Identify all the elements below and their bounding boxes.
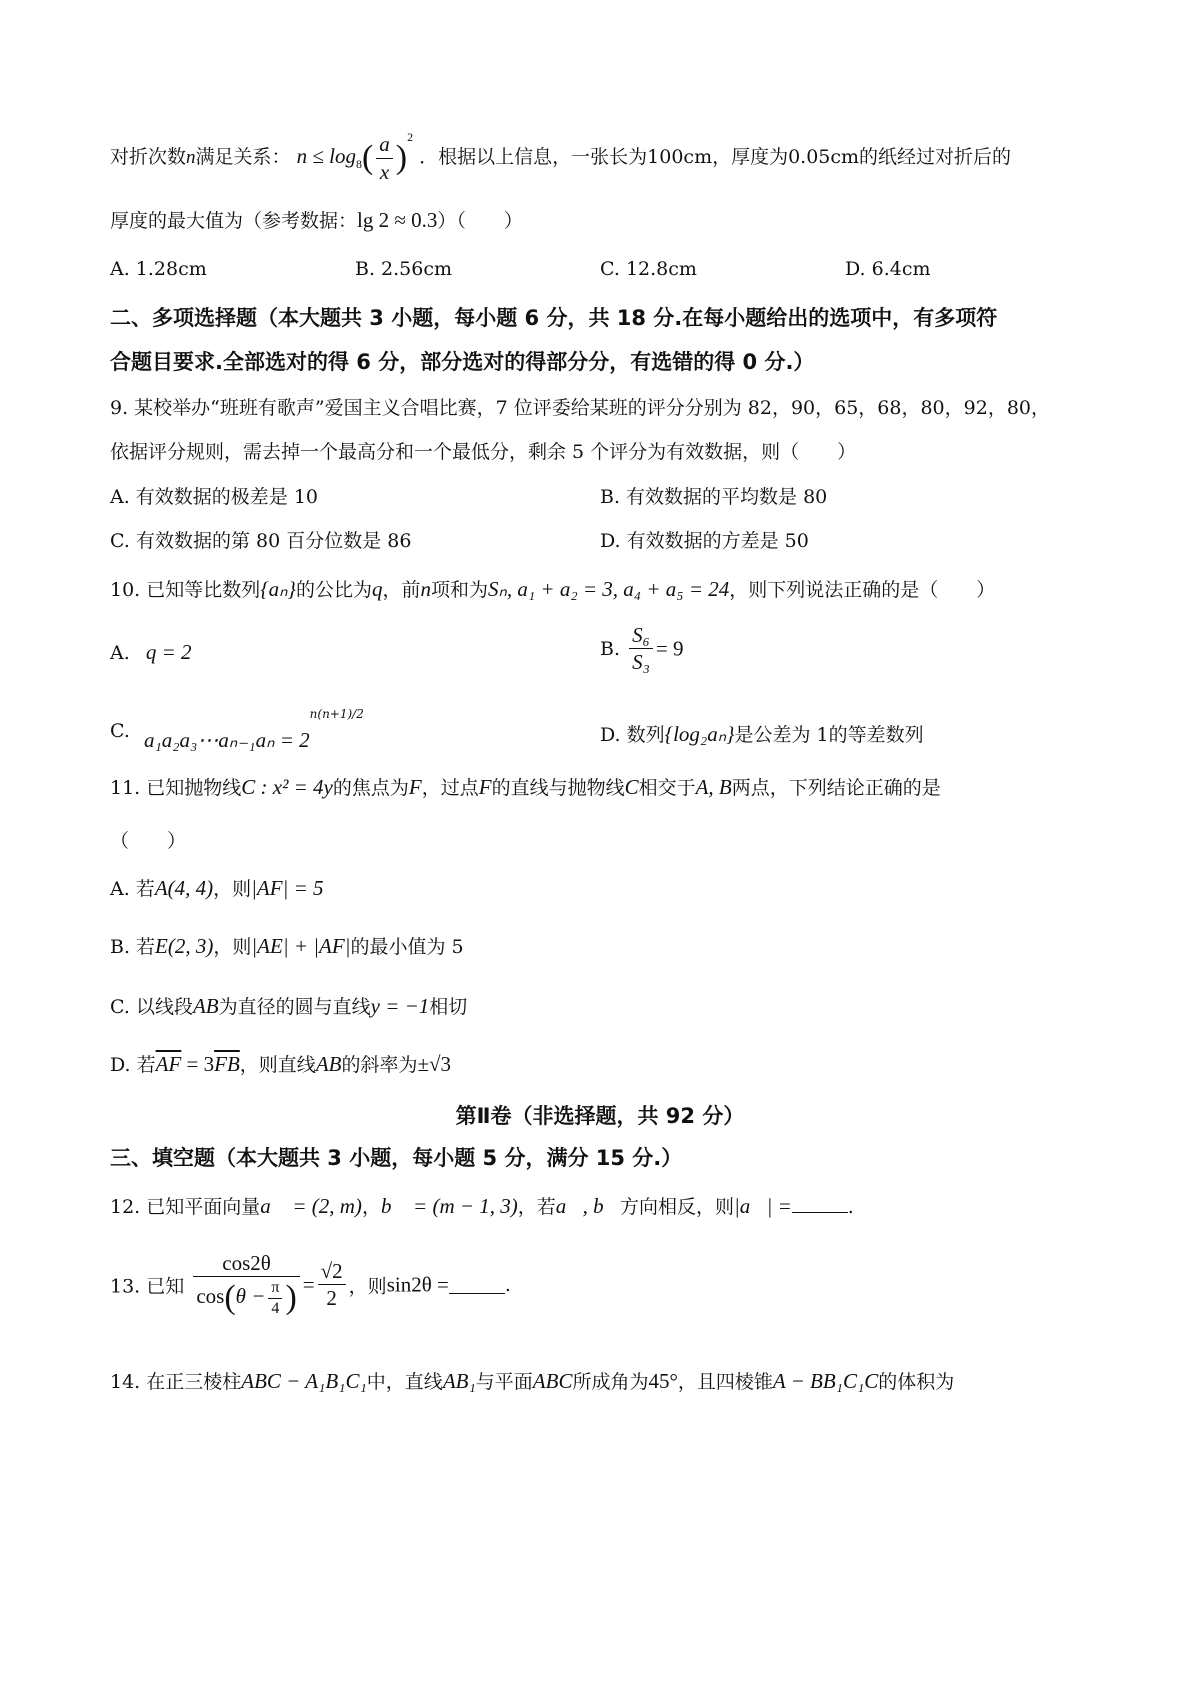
q8-text: ）（ ） [437, 210, 523, 232]
q12-text: . [847, 1196, 854, 1218]
q8-frac [376, 131, 393, 185]
q10-text: ，前 [382, 579, 421, 601]
q14-text: 14. 在正三棱柱 [110, 1371, 242, 1393]
q10-option-d [600, 720, 924, 747]
opt-text: 是公差为 1的等差数列 [734, 724, 924, 746]
q14-stem [110, 1367, 954, 1394]
opt-math: AB [315, 1052, 342, 1076]
q13-text: 13. 已知 [110, 1275, 185, 1298]
den-text: cos [196, 1284, 225, 1309]
q9-option-c: C. 有效数据的第 80 百分位数是 86 [110, 530, 412, 552]
q13-frac [193, 1250, 299, 1320]
q11-c: C [624, 775, 639, 799]
q9-option-d: D. 有效数据的方差是 50 [600, 530, 809, 552]
q11-text: 两点，下列结论正确的是 [731, 777, 941, 799]
q12-text: 12. 已知平面向量 [110, 1196, 261, 1218]
opt-math: y = −1 [370, 994, 430, 1018]
answer-blank[interactable] [449, 1275, 505, 1294]
opt-math: |AE| + |AF| [251, 934, 351, 958]
q10-option-c [110, 706, 364, 752]
opt-math: = 9 [655, 636, 684, 661]
q8-text: ．根据以上信息，一张长为100cm，厚度为0.05cm的纸经过对折后的 [419, 146, 1012, 168]
paren: ( [361, 139, 374, 177]
q10-seq: {aₙ} [260, 577, 296, 601]
frac-num: cos2θ [193, 1250, 299, 1277]
opt-text: 的斜率为 [341, 1054, 418, 1076]
q11-ab: A, B [695, 775, 732, 799]
q14-math: AB₁ [442, 1369, 476, 1393]
q11-option-a [110, 874, 324, 901]
q14-text: 的体积为 [878, 1371, 955, 1393]
opt-label: B. [600, 637, 621, 660]
frac-den: S₃ [632, 650, 650, 675]
opt-math: |AF| = 5 [251, 876, 324, 900]
opt-text: ，则直线 [239, 1054, 316, 1076]
q10-q: q [371, 577, 383, 601]
opt-label: C. [110, 720, 130, 742]
opt-text: A. 若 [110, 878, 155, 900]
opt-vector: $\overline{FB}$ [214, 1052, 240, 1076]
q11-text: 的焦点为 [332, 777, 409, 799]
q10-option-a [110, 640, 191, 665]
q10-n: n [420, 577, 431, 601]
q8-text: 对折次数 [110, 146, 187, 168]
q11-option-b [110, 932, 464, 959]
q11-text: 11. 已知抛物线 [110, 777, 242, 799]
pi-frac [268, 1278, 282, 1319]
q12-math: a⃗ = (2, m) [260, 1194, 362, 1218]
q12-stem [110, 1192, 854, 1219]
opt-exp: n(n+1)/2 [309, 706, 364, 721]
q13-text: ，则 [348, 1275, 387, 1298]
q14-text: ，且四棱锥 [677, 1371, 773, 1393]
q8-base: 8 [355, 157, 362, 172]
q8-line1 [110, 130, 1011, 185]
q14-text: 中，直线 [366, 1371, 443, 1393]
opt-vector: $\overline{AF}$ [155, 1052, 182, 1076]
q8-formula [296, 130, 414, 184]
opt-text: C. 以线段 [110, 996, 193, 1018]
q12-math: |a⃗| = [733, 1194, 792, 1218]
q9-option-a: A. 有效数据的极差是 10 [110, 486, 319, 508]
q14-text: 与平面 [475, 1371, 533, 1393]
paren: ) [395, 139, 408, 177]
q11-text: 的直线与抛物线 [491, 777, 625, 799]
q8-n: n [186, 147, 196, 168]
q14-math: A − BB₁C₁C [772, 1369, 879, 1393]
q11-stem [110, 773, 941, 800]
opt-text: 为直径的圆与直线 [218, 996, 371, 1018]
q12-math: a⃗, b⃗ [555, 1194, 620, 1218]
q8-option-b: B. 2.56cm [355, 258, 453, 280]
q11-f: F [478, 775, 492, 799]
opt-label: D. [600, 724, 621, 746]
q13-math: sin2θ = [386, 1272, 449, 1297]
q10-text: ，则下列说法正确的是（ ） [729, 579, 996, 601]
q10-text: 项和为 [430, 579, 488, 601]
opt-text: 相切 [429, 996, 468, 1018]
opt-text: ，则 [213, 878, 252, 900]
opt-text: B. 若 [110, 936, 156, 958]
q9-option-b: B. 有效数据的平均数是 80 [600, 486, 828, 508]
frac-den: 4 [271, 1300, 280, 1317]
opt-text: ，则 [213, 936, 252, 958]
frac-num: π [268, 1278, 282, 1299]
q8-lg: lg 2 ≈ 0.3 [357, 208, 438, 232]
frac-den: x [379, 159, 390, 184]
q11-text: 相交于 [638, 777, 696, 799]
answer-blank[interactable] [792, 1194, 848, 1213]
opt-math: q = 2 [145, 640, 192, 664]
paren: ( [224, 1279, 236, 1317]
opt-math: A(4, 4) [154, 876, 214, 900]
q11-text: ，过点 [421, 777, 479, 799]
q11-option-d [110, 1050, 451, 1077]
frac-num: a [376, 131, 393, 158]
opt-label: A. [110, 642, 130, 664]
optb-frac [629, 622, 653, 676]
opt-text: D. 若 [110, 1054, 156, 1076]
q8-option-a: A. 1.28cm [110, 258, 207, 280]
opt-math: a₁a₂a₃⋯aₙ₋₁aₙ = 2 [143, 728, 310, 752]
q13-stem [110, 1250, 511, 1320]
q8-option-c: C. 12.8cm [600, 258, 697, 280]
q12-text: ， [361, 1196, 381, 1218]
q14-math: 45° [648, 1369, 678, 1393]
opt-text: 数列 [626, 724, 665, 746]
q11-curve: C : x² = 4y [241, 775, 333, 799]
q13-rhs [318, 1258, 346, 1312]
section2-heading-line1: 二、多项选择题（本大题共 3 小题，每小题 6 分，共 18 分.在每小题给出的选项中，有多项符 [110, 306, 998, 330]
q12-math: b⃗ = (m − 1, 3) [380, 1194, 518, 1218]
q9-line2: 依据评分规则，需去掉一个最高分和一个最低分，剩余 5 个评分为有效数据，则（ ） [110, 441, 857, 463]
q14-text: 所成角为 [572, 1371, 649, 1393]
frac-num: S₆ [629, 622, 653, 649]
q10-option-b [600, 622, 683, 676]
opt-text: 的最小值为 5 [350, 936, 464, 958]
q10-stem [110, 575, 995, 602]
part2-title: 第Ⅱ卷（非选择题，共 92 分） [455, 1104, 745, 1128]
q11-option-c [110, 992, 467, 1019]
q8-text: 满足关系： [195, 146, 291, 168]
q8-text: 厚度的最大值为（参考数据： [110, 210, 358, 232]
q14-math: ABC [532, 1369, 573, 1393]
q13-text: . [504, 1273, 511, 1296]
q10-cond: Sₙ, a₁ + a₂ = 3, a₄ + a₅ = 24 [487, 577, 730, 601]
q8-option-d: D. 6.4cm [845, 258, 931, 280]
section3-heading: 三、填空题（本大题共 3 小题，每小题 5 分，满分 15 分.） [110, 1146, 683, 1170]
q14-math: ABC − A₁B₁C₁ [241, 1369, 367, 1393]
section2-heading-line2: 合题目要求.全部选对的得 6 分，部分选对的得部分分，有选错的得 0 分.） [110, 350, 815, 374]
frac-num: √2 [318, 1258, 346, 1285]
q13-eq: = [302, 1272, 315, 1297]
opt-math: {log₂aₙ} [664, 722, 735, 746]
den-theta: θ − [235, 1284, 266, 1309]
opt-math: = 3 [181, 1052, 215, 1076]
q10-text: 10. 已知等比数列 [110, 579, 261, 601]
q10-text: 的公比为 [295, 579, 372, 601]
frac-den: 2 [326, 1286, 337, 1311]
q8-ineq: n ≤ log [296, 144, 356, 168]
paren: ) [285, 1279, 297, 1317]
frac-den [193, 1277, 299, 1320]
q11-paren: （ ） [110, 830, 187, 852]
q8-line2 [110, 206, 523, 233]
q12-text: 方向相反，则 [619, 1196, 734, 1218]
q8-pow: 2 [407, 130, 414, 144]
q12-text: ，若 [517, 1196, 556, 1218]
opt-math: ±√3 [417, 1052, 452, 1076]
q11-f: F [408, 775, 422, 799]
q9-line1: 9. 某校举办“班班有歌声”爱国主义合唱比赛，7 位评委给某班的评分分别为 82，90，65，68，80，92，80， [110, 397, 1051, 419]
opt-math: AB [192, 994, 219, 1018]
opt-math: E(2, 3) [155, 934, 214, 958]
